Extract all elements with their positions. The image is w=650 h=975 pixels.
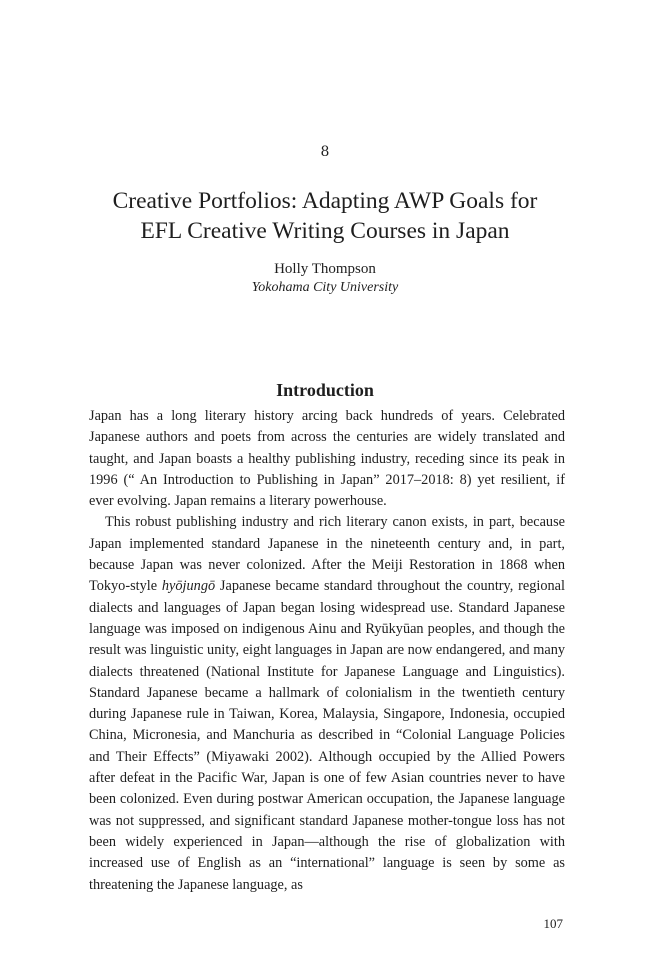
author-affiliation: Yokohama City University [251,280,399,295]
page-number: 107 [543,916,563,931]
body-text [89,406,565,896]
paragraph-2-start: This robust publishing industry and rich literary canon exists, in part, because Japan implemented standard Japanese in the nineteenth century and, in part, because Japan was never colonized. After the Meiji Restoration in 1868 when Tokyo-style [89,514,565,595]
chapter-title-line-1: Creative Portfolios: Adapting AWP Goals for [112,188,538,214]
paragraph-2-rest: Japanese became standard throughout the country, regional dialects and languages of Japan began losing widespread use. Standard Japanese language was imposed on indigenous Ainu and Ryūkyūan peoples, and though the result was linguistic unity, eight languages in Japan are now endangered, and many dialects threatened (National Institute for Japanese Language and Linguistics). Standard Japanese became a hallmark of colonialism in the twentieth century during Japanese rule in Taiwan, Korea, Malaysia, Singapore, Indonesia, occupied China, Micronesia, and Manchuria as described in “Colonial Language Policies and Their Effects” (Miyawaki 2002). Although occupied by the Allied Powers after defeat in the Pacific War, Japan is one of few Asian countries never to have been colonized. Even during postwar American occupation, the Japanese language was not suppressed, and significant standard Japanese mother-tongue loss has not been widely experienced in Japan—although the rise of globalization with increased use of English as an “international” language is seen by some as threatening the Japanese language, as [89,578,565,893]
chapter-title [60,186,590,246]
section-heading: Introduction [276,379,374,400]
italic-term-hyojungo: hyōjungō [161,578,216,595]
paragraph-1: Japan has a long literary history arcing back hundreds of years. Celebrated Japanese authors and poets from across the centuries are widely translated and taught, and Japan boasts a healthy publishing industry, receding since its peak in 1996 (“ An Introduction to Publishing in Japan” 2017–2018: 8) yet resilient, if ever evolving. Japan remains a literary powerhouse. [89,408,565,510]
author-name: Holly Thompson [274,261,376,277]
paragraph-2 [89,512,565,895]
chapter-number: 8 [320,144,330,160]
chapter-title-line-2: EFL Creative Writing Courses in Japan [140,218,510,244]
